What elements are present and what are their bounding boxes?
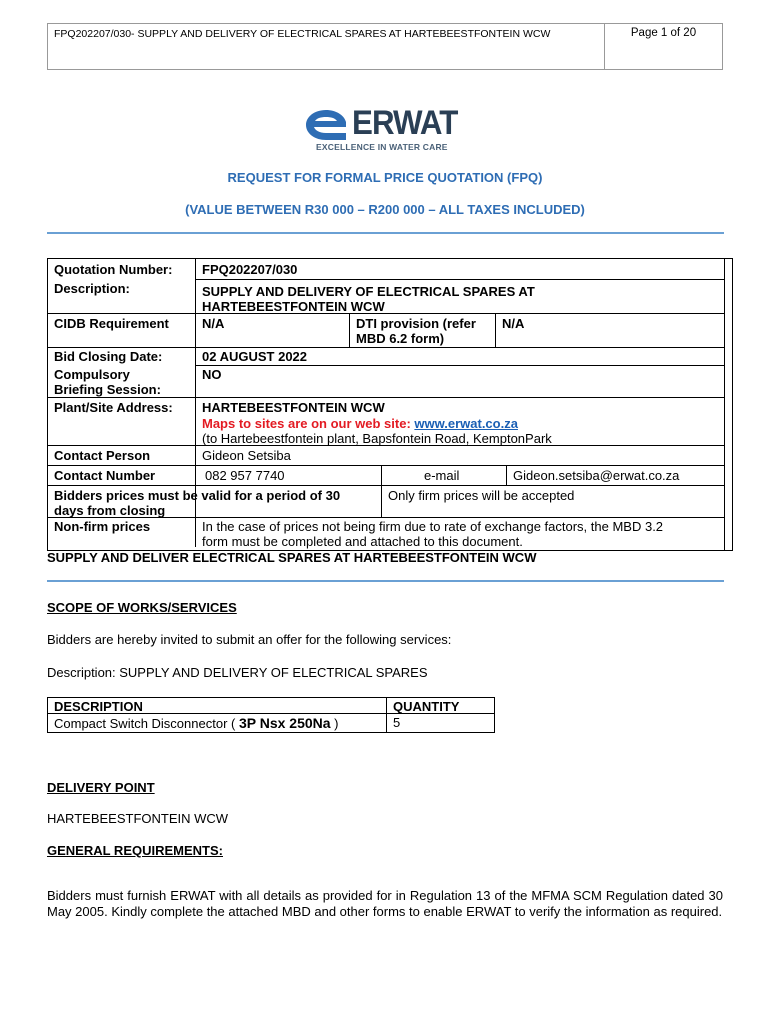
description-value-line2: HARTEBEESTFONTEIN WCW: [202, 299, 385, 314]
divider: [47, 580, 724, 582]
description-label: Description:: [54, 281, 130, 296]
logo-tagline: EXCELLENCE IN WATER CARE: [316, 142, 448, 152]
item-quantity: 5: [393, 715, 401, 730]
quotation-number-value: FPQ202207/030: [202, 262, 298, 277]
items-table: [47, 697, 495, 733]
firm-prices-text: Only firm prices will be accepted: [388, 488, 575, 503]
col-quantity: QUANTITY: [393, 699, 460, 714]
document-title: REQUEST FOR FORMAL PRICE QUOTATION (FPQ): [227, 170, 543, 185]
divider: [47, 232, 724, 234]
logo-wordmark: ERWAT: [352, 104, 458, 142]
supply-heading: SUPPLY AND DELIVER ELECTRICAL SPARES AT HARTEBEESTFONTEIN WCW: [47, 550, 537, 565]
page-header: [47, 23, 723, 70]
maps-text: Maps to sites are on our web site:: [202, 416, 415, 431]
scope-intro: Bidders are hereby invited to submit an offer for the following services:: [47, 632, 452, 647]
nonfirm-line2: form must be completed and attached to this document.: [202, 534, 523, 549]
bid-closing-label: Bid Closing Date:: [54, 349, 163, 364]
header-document-title: FPQ202207/030- SUPPLY AND DELIVERY OF ELECTRICAL SPARES AT HARTEBEESTFONTEIN WCW: [48, 24, 605, 69]
plant-address-value: HARTEBEESTFONTEIN WCW: [202, 400, 385, 415]
description-value-line1: SUPPLY AND DELIVERY OF ELECTRICAL SPARES AT: [202, 284, 535, 299]
item-description-prefix: Compact Switch Disconnector (: [54, 716, 239, 731]
col-description: DESCRIPTION: [54, 699, 143, 714]
validity-line1: Bidders prices must be valid for a period of 30: [54, 488, 341, 503]
plant-directions: (to Hartebeestfontein plant, Bapsfontein Road, KemptonPark: [202, 431, 552, 446]
briefing-value: NO: [202, 367, 222, 382]
contact-number-label: Contact Number: [54, 468, 156, 483]
nonfirm-label: Non-firm prices: [54, 519, 151, 534]
website-link[interactable]: www.erwat.co.za: [414, 416, 518, 431]
item-model: 3P Nsx 250Na: [238, 715, 331, 731]
general-heading: GENERAL REQUIREMENTS:: [47, 843, 223, 858]
dti-label-line2: MBD 6.2 form): [356, 331, 445, 346]
general-text: Bidders must furnish ERWAT with all details as provided for in Regulation 13 of the MFMA SCM Regulation dated 30 May 2005. Kindly complete the attached MBD and other forms to enable ERWAT to verify the information as required.: [47, 888, 723, 919]
page-number: Page 1 of 20: [630, 27, 697, 39]
delivery-heading: DELIVERY POINT: [47, 780, 155, 795]
cidb-value: N/A: [202, 316, 225, 331]
briefing-label-line1: Compulsory: [54, 367, 130, 382]
cidb-label: CIDB Requirement: [54, 316, 169, 331]
bid-closing-value: 02 AUGUST 2022: [202, 349, 308, 364]
quotation-number-label: Quotation Number:: [54, 262, 173, 277]
email-value[interactable]: Gideon.setsiba@erwat.co.za: [513, 468, 680, 483]
document-subtitle: (VALUE BETWEEN R30 000 – R200 000 – ALL TAXES INCLUDED): [185, 202, 585, 217]
delivery-value: HARTEBEESTFONTEIN WCW: [47, 811, 229, 826]
plant-address-label: Plant/Site Address:: [54, 400, 173, 415]
contact-person-label: Contact Person: [54, 448, 151, 463]
item-description-suffix: ): [330, 716, 339, 731]
dti-value: N/A: [502, 316, 525, 331]
erwat-logo-icon: [304, 108, 348, 142]
email-label: e-mail: [424, 468, 460, 483]
nonfirm-line1: In the case of prices not being firm due to rate of exchange factors, the MBD 3.2: [202, 519, 664, 534]
scope-description: Description: SUPPLY AND DELIVERY OF ELECTRICAL SPARES: [47, 665, 428, 680]
contact-number-value: 082 957 7740: [205, 468, 285, 483]
quotation-info-table: [47, 258, 733, 551]
item-description: [48, 714, 345, 733]
dti-label-line1: DTI provision (refer: [356, 316, 476, 331]
contact-person-value: Gideon Setsiba: [202, 448, 291, 463]
briefing-label-line2: Briefing Session:: [54, 382, 161, 397]
scope-heading: SCOPE OF WORKS/SERVICES: [47, 600, 237, 615]
validity-line2: days from closing: [54, 503, 166, 518]
erwat-logo: [304, 104, 468, 156]
